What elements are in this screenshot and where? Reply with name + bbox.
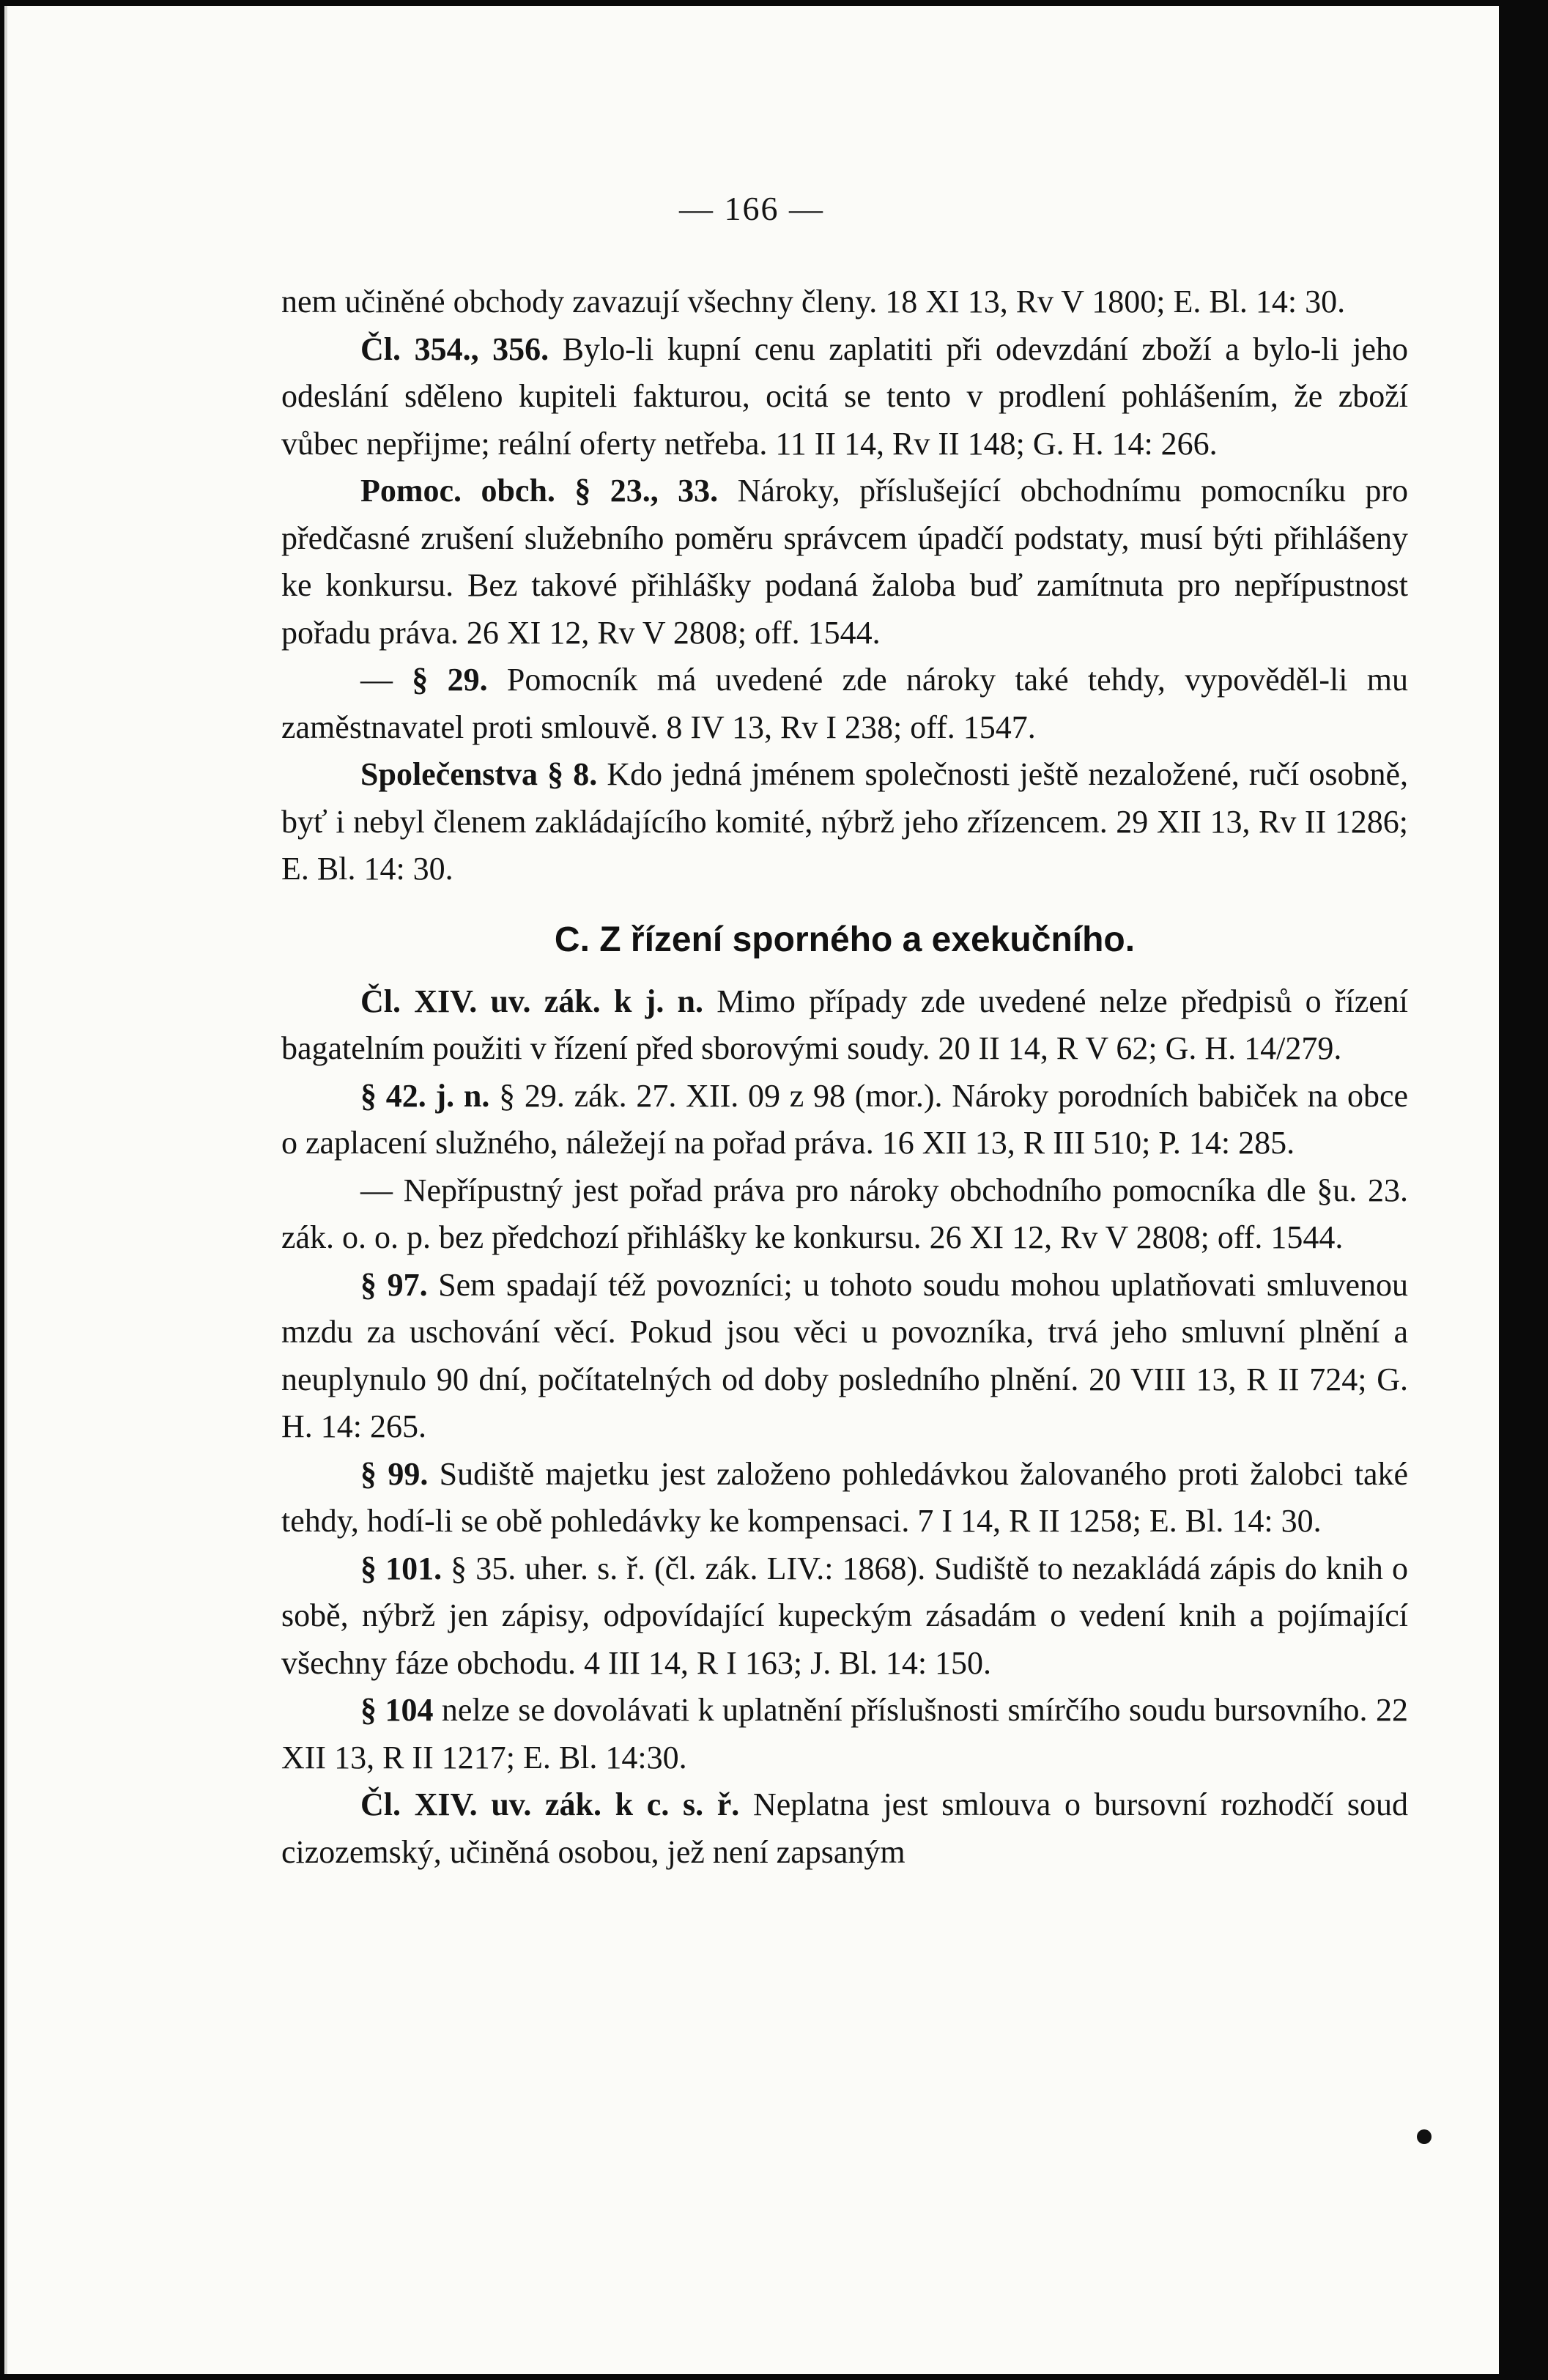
paragraph — [281, 1781, 1408, 1876]
paragraph-text: — Nepřípustný jest pořad práva pro nároky obchodního pomocníka dle §u. 23. zák. o. o. p. bez předchozí přihlášky ke konkursu. 26 XI 12, Rv V 2808; off. 1544. — [281, 1172, 1408, 1255]
paragraph-text: Pomocník má uvedené zde nároky také tehdy, vypověděl-li mu zaměstnavatel proti smlouvě. 8 IV 13, Rv I 238; off. 1547. — [281, 662, 1409, 745]
paragraph-text: nem učiněné obchody zavazují všechny členy. 18 XI 13, Rv V 1800; E. Bl. 14: 30. — [281, 284, 1346, 319]
paragraph-lead: § 97. — [360, 1266, 428, 1303]
paragraph — [281, 1167, 1408, 1262]
paragraph-lead: Společenstva § 8. — [360, 756, 598, 792]
paragraph-text: Mimo případy zde uvedené nelze předpisů o řízení bagatelním použiti v řízení před sborovými soudy. 20 II 14, R V 62; G. H. 14/279. — [281, 983, 1408, 1066]
section-heading: C. Z řízení sporného a exekučního. — [554, 920, 1136, 959]
paragraph — [281, 1451, 1408, 1545]
paragraph — [281, 657, 1408, 751]
paragraph-lead: Čl. 354., 356. — [360, 330, 549, 367]
paragraph-text: Sudiště majetku jest založeno pohledávkou žalovaného proti žalobci také tehdy, hodí-li se obě pohledávky ke kompensaci. 7 I 14, R II 1258; E. Bl. 14: 30. — [281, 1455, 1409, 1539]
page-number: — 166 — — [679, 190, 824, 227]
paragraph-text: Nároky, příslušející obchodnímu pomocníku pro předčasné zrušení služebního poměru správcem úpadčí podstaty, musí býti přihlášeny ke konkursu. Bez takové přihlášky podaná žaloba buď zamítnuta pro nepřípustnost pořadu práva. 26 XI 12, Rv V 2808; off. 1544. — [281, 473, 1409, 651]
paragraph-text: Kdo jedná jménem společnosti ještě nezaložené, ručí osobně, byť i nebyl členem zakládajícího komité, nýbrž jeho zřízencem. 29 XII 13, Rv II 1286; E. Bl. 14: 30. — [281, 756, 1409, 887]
paragraph-lead: Čl. XIV. uv. zák. k c. s. ř. — [360, 1786, 740, 1822]
paragraph — [281, 468, 1408, 657]
paragraph-text: Bylo-li kupní cenu zaplatiti při odevzdání zboží a bylo-li jeho odeslání sděleno kupiteli fakturou, ocitá se tento v prodlení pohlášením, že zboží vůbec nepřijme; reální oferty netřeba. 11 II 14, Rv II 148; G. H. 14: 266. — [281, 330, 1408, 462]
section-procedure — [281, 978, 1408, 1877]
book-page — [4, 6, 1499, 2374]
paragraph-lead: § 29. — [412, 662, 488, 698]
paragraph-text: Sem spadají též povozníci; u tohoto soudu mohou uplatňovati smluvenou mzdu za uschování věcí. Pokud jsou věci u povozníka, trvá jeho smluvní plnění a neuplynulo 90 dní, počítatelných od doby posledního plnění. 20 VIII 13, R II 724; G. H. 14: 265. — [281, 1266, 1409, 1444]
page-edge — [4, 6, 7, 2374]
paragraph-text: § 29. zák. 27. XII. 09 z 98 (mor.). Nároky porodních babiček na obce o zaplacení služného, náležejí na pořad práva. 16 XII 13, R III 510; P. 14: 285. — [281, 1077, 1409, 1161]
paragraph-lead: § 104 — [360, 1692, 434, 1728]
paragraph — [281, 1545, 1408, 1688]
paragraph-lead: § 42. j. n. — [360, 1077, 490, 1114]
paragraph — [281, 326, 1408, 468]
section-commercial-law — [281, 278, 1408, 893]
paragraph-lead: § 101. — [360, 1550, 442, 1586]
paragraph-text: — — [360, 662, 412, 698]
paragraph — [281, 1262, 1408, 1451]
paragraph-text: nelze se dovolávati k uplatnění příslušnosti smírčího soudu bursovního. 22 XII 13, R II 1217; E. Bl. 14:30. — [281, 1692, 1409, 1775]
paragraph-lead: Čl. XIV. uv. zák. k j. n. — [360, 983, 704, 1019]
paragraph — [281, 978, 1408, 1073]
paragraph — [281, 1073, 1408, 1167]
paragraph — [281, 278, 1408, 326]
body-text — [281, 278, 1408, 1876]
paragraph-lead: Pomoc. obch. § 23., 33. — [360, 473, 719, 509]
paragraph-text: § 35. uher. s. ř. (čl. zák. LIV.: 1868). Sudiště to nezakládá zápis do knih o sobě, nýbrž jen zápisy, odpovídající kupeckým zásadám o vedení knih a pojímající všechny fáze obchodu. 4 III 14, R I 163; J. Bl. 14: 150. — [281, 1550, 1408, 1681]
paragraph — [281, 1687, 1408, 1781]
paragraph-text: Neplatna jest smlouva o bursovní rozhodčí soud cizozemský, učiněná osobou, jež není zapsaným — [281, 1786, 1408, 1870]
paragraph — [281, 751, 1408, 893]
margin-dot-mark — [1417, 2129, 1432, 2144]
paragraph-lead: § 99. — [360, 1455, 429, 1492]
